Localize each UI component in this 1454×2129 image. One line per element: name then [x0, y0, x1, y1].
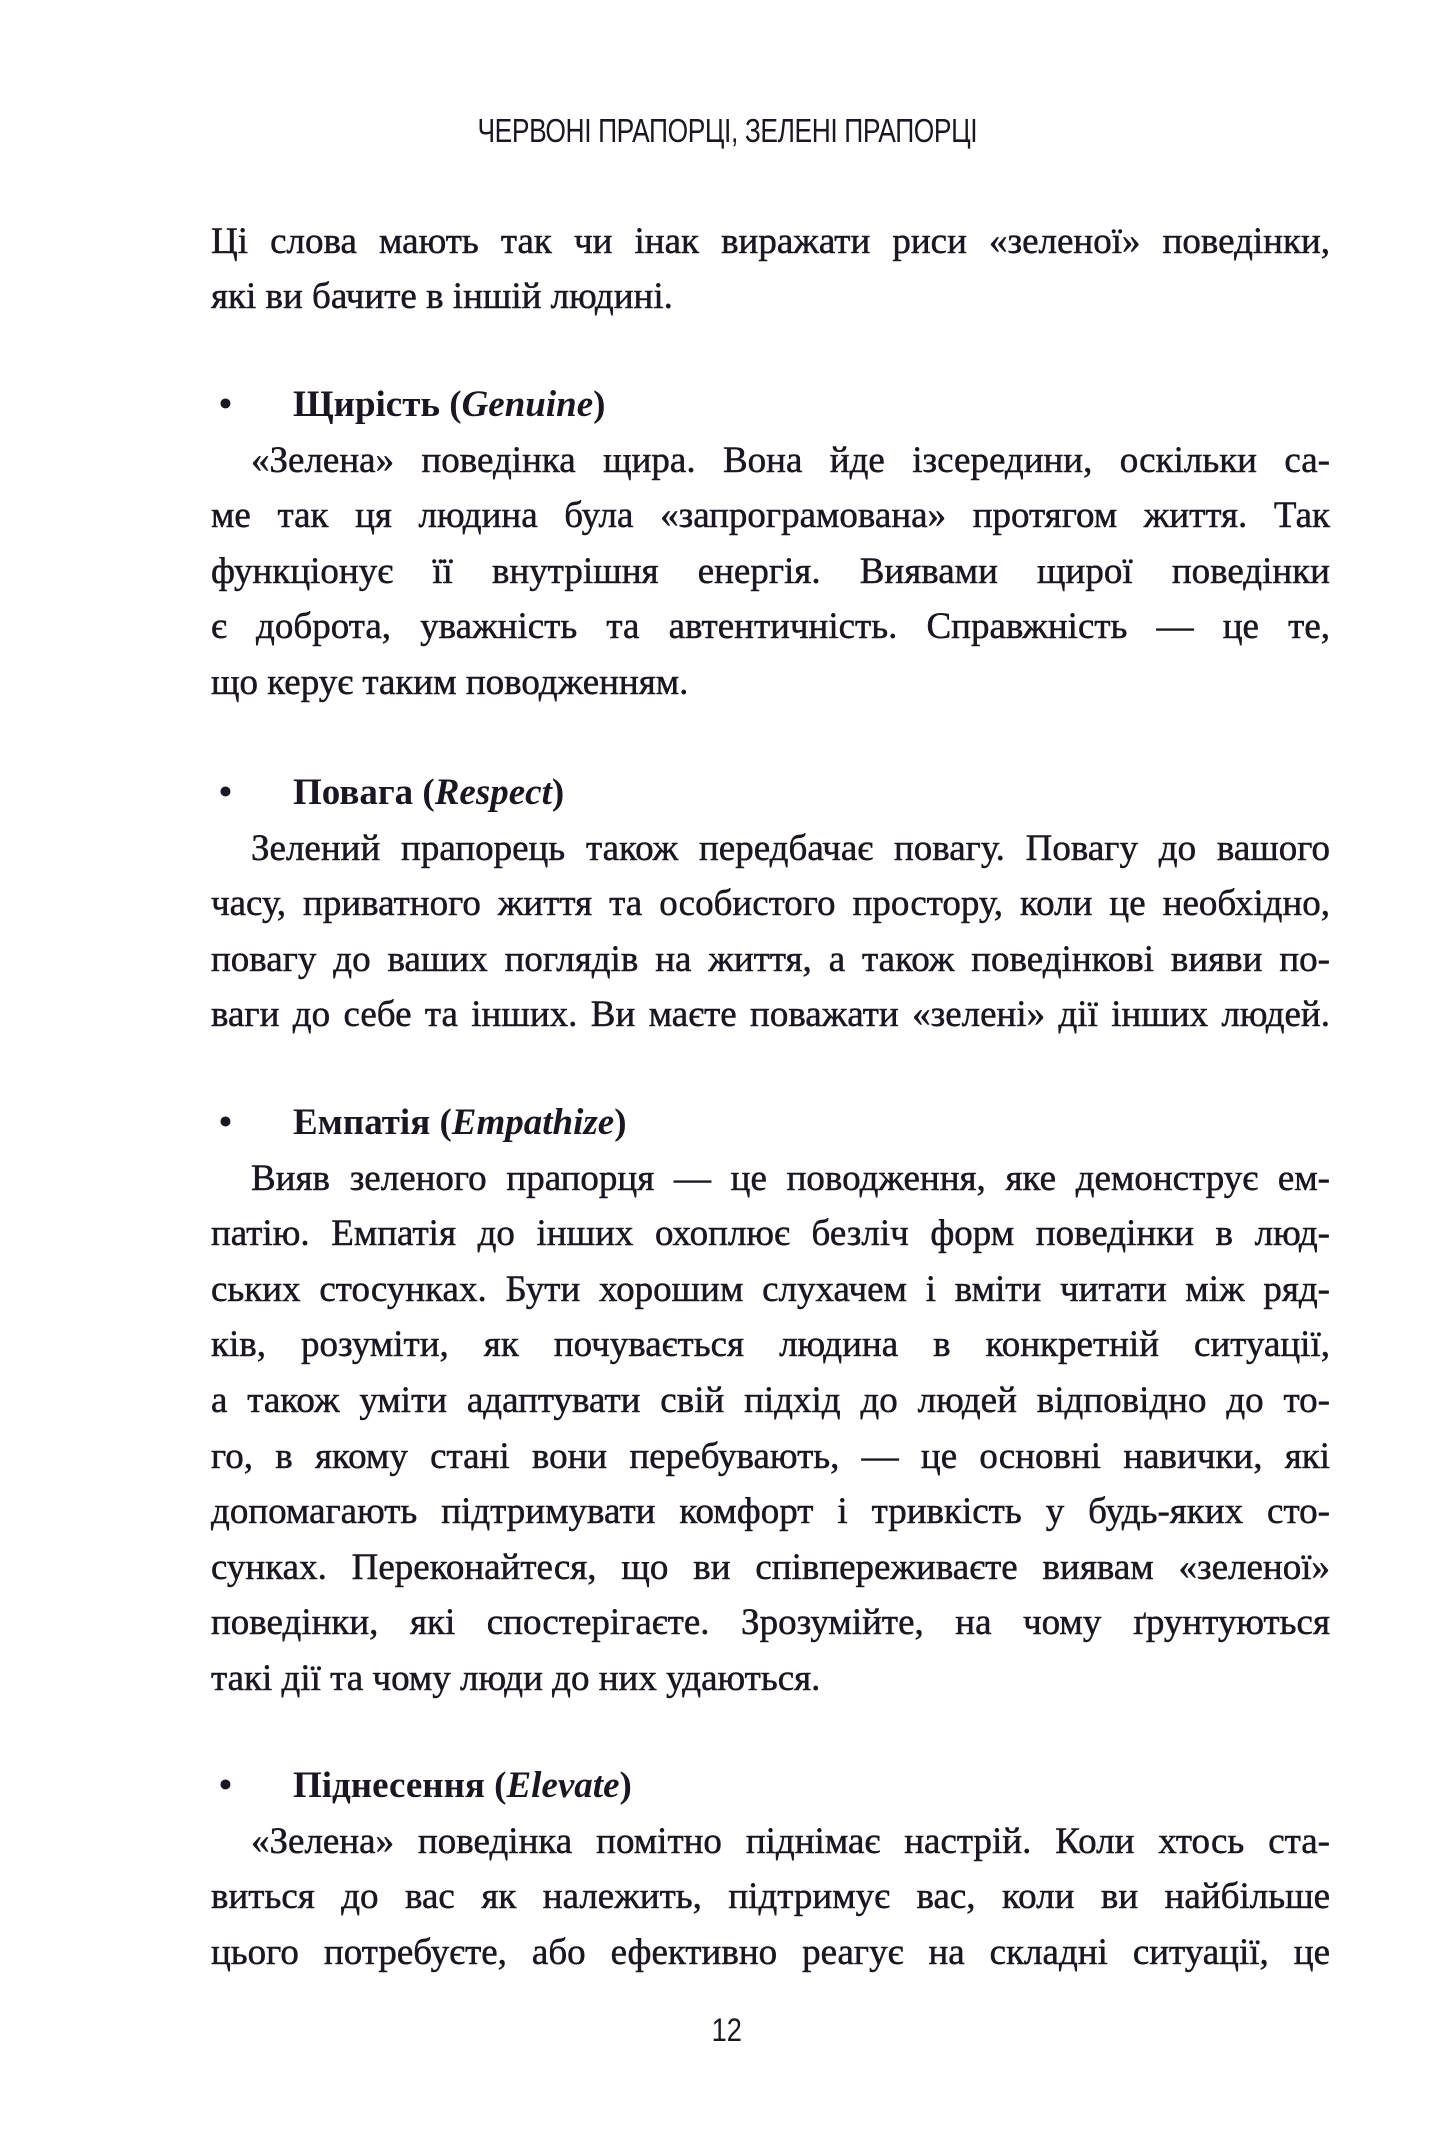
bullet-icon: •: [219, 1102, 232, 1143]
paragraph-line: які ви бачите в іншій людині.: [211, 276, 673, 317]
section-title-en: Empathize: [451, 1102, 615, 1143]
paragraph-line: ваги до себе та інших. Ви маєте поважати «зелені» дії інших людей.: [211, 994, 1330, 1036]
section-title: Емпатія: [293, 1102, 431, 1143]
paragraph-line: го, в якому стані вони перебувають, — це основні навички, які: [211, 1435, 1330, 1477]
paragraph-line: цього потребуєте, або ефективно реагує на складні ситуації, це: [211, 1931, 1330, 1973]
paragraph-line: ських стосунках. Бути хорошим слухачем і вміти читати між ряд-: [211, 1268, 1330, 1310]
paragraph-line: часу, приватного життя та особистого простору, коли це необхідно,: [211, 883, 1330, 925]
paragraph-line: патію. Емпатія до інших охоплює безліч форм поведінки в люд-: [211, 1213, 1330, 1255]
paragraph-line: Вияв зеленого прапорця — це поводження, яке демонструє ем-: [251, 1157, 1330, 1199]
bullet-icon: •: [219, 1765, 232, 1806]
paragraph-line: функціонує її внутрішня енергія. Виявами щирої поведінки: [211, 550, 1330, 592]
section-heading: • Емпатія (Empathize): [219, 1102, 627, 1143]
section-title: Щирість: [293, 384, 440, 425]
paragraph-line: Ці слова мають так чи інак виражати риси «зеленої» поведінки,: [211, 221, 1330, 262]
section-heading: • Повага (Respect): [219, 772, 565, 813]
paragraph-line: Зелений прапорець також передбачає повагу. Повагу до вашого: [251, 827, 1330, 869]
paragraph-line: ків, розуміти, як почувається людина в конкретній ситуації,: [211, 1324, 1330, 1366]
paragraph-line: що керує таким поводженням.: [211, 662, 689, 703]
paragraph-line: поведінки, які спостерігаєте. Зрозумійте, на чому ґрунтуються: [211, 1602, 1330, 1644]
paragraph-line: «Зелена» поведінка помітно піднімає настрій. Коли хтось ста-: [251, 1820, 1330, 1862]
paragraph-line: виться до вас як належить, підтримує вас, коли ви найбільше: [211, 1876, 1330, 1918]
section-title-en: Respect: [434, 772, 552, 813]
paragraph-line: є доброта, уважність та автентичність. Справжність — це те,: [211, 606, 1330, 648]
paragraph-line: допомагають підтримувати комфорт і тривкість у будь-яких сто-: [211, 1491, 1330, 1533]
section-heading: • Щирість (Genuine): [219, 384, 606, 425]
paragraph-line: «Зелена» поведінка щира. Вона йде ізсередини, оскільки са-: [251, 439, 1330, 481]
section-title: Повага: [293, 772, 414, 813]
section-title: Піднесення: [293, 1765, 485, 1806]
page-number: 12: [711, 2012, 743, 2048]
bullet-icon: •: [219, 772, 232, 813]
paragraph-line: а також уміти адаптувати свій підхід до людей відповідно до то-: [211, 1380, 1330, 1421]
bullet-icon: •: [219, 384, 232, 425]
section-title-en: Genuine: [461, 384, 594, 425]
section-title-en: Elevate: [506, 1765, 620, 1806]
paragraph-line: такі дії та чому люди до них удаються.: [211, 1658, 821, 1699]
section-heading: • Піднесення (Elevate): [219, 1765, 632, 1806]
paragraph-line: ме так ця людина була «запрограмована» протягом життя. Так: [211, 495, 1330, 537]
running-header: ЧЕРВОНІ ПРАПОРЦІ, ЗЕЛЕНІ ПРАПОРЦІ: [477, 112, 977, 149]
paragraph-line: сунках. Переконайтеся, що ви співпереживаєте виявам «зеленої»: [211, 1546, 1330, 1588]
paragraph-line: повагу до ваших поглядів на життя, а також поведінкові вияви по-: [211, 938, 1330, 980]
